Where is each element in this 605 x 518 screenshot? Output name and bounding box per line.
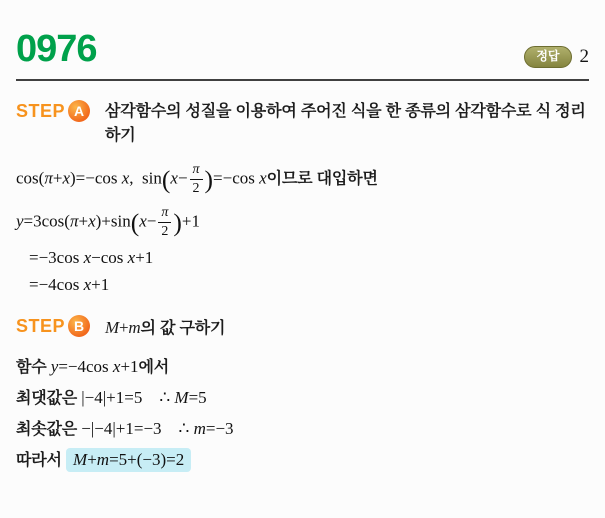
step-b-badge [16, 315, 90, 337]
math-line-identities: cos(π+x)=−cos x, sin(x− $\frac{\pi}{2}$ )=−cos x이므로 대입하면 [16, 161, 378, 196]
math-line-conclusion [16, 449, 589, 472]
math-line-minimum: 최솟값은 −|−4|+1=−3 ∴ m=−3 [16, 418, 234, 438]
step-a-title: 삼각함수의 성질을 이용하여 주어진 식을 한 종류의 삼각함수로 식 정리하기 [105, 102, 586, 144]
step-b-label: STEP [16, 316, 66, 337]
step-b-title: M+m의 값 구하기 [105, 318, 226, 338]
answer-badge: 정답 [524, 46, 571, 67]
step-a-badge [16, 100, 90, 122]
problem-number: 0976 [16, 28, 97, 70]
math-line-substitution: y=3cos(π+x)+sin(x− $\frac{\pi}{2}$ )+1 [16, 204, 200, 239]
final-answer-highlight: M+m=5+(−3)=2 [66, 448, 191, 472]
step-a-header [16, 100, 589, 148]
math-line-expanded: =−3cos x−cos x+1 [29, 247, 154, 267]
conclusion-prefix: 따라서 [16, 451, 67, 469]
step-a-label: STEP [16, 100, 66, 121]
step-b-circle-icon: B [68, 315, 90, 337]
math-line-maximum: 최댓값은 |−4|+1=5 ∴ M=5 [16, 387, 207, 407]
step-a-circle-icon: A [68, 100, 90, 122]
header [16, 30, 589, 70]
answer-value: 2 [579, 46, 589, 67]
math-line-simplified: =−4cos x+1 [29, 275, 110, 295]
math-line-function: 함수 y=−4cos x+1에서 [16, 357, 170, 377]
header-divider [16, 79, 589, 81]
answer-area [524, 46, 589, 68]
step-b-header [16, 315, 589, 341]
